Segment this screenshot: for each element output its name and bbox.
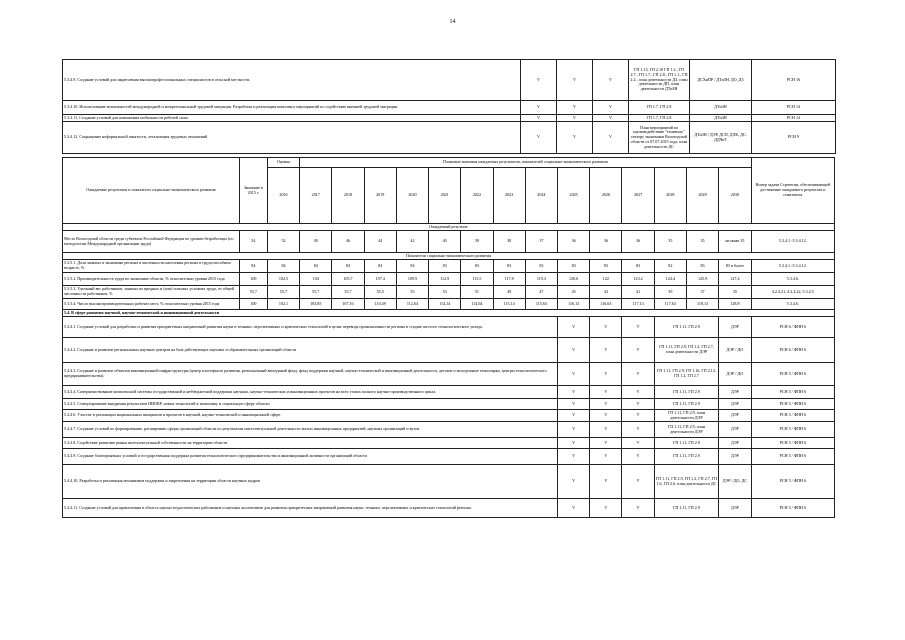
expected-result-ref: РСН 5 / ФПН 6 — [751, 422, 834, 438]
expected-result-ref: РСН 16 — [752, 60, 836, 101]
program-reference: ГП 1.13, ГП 2.10 ГП 1.2., ГП 2.7., ГП 1.7., ГП 2.8., ГП 1.1., ГП 2.2., план деятельности ДЗ, план деятельности ДП, план деятельности ДТиЗН — [629, 60, 690, 101]
indicator-task: 5.3.4.6. — [751, 299, 834, 310]
indicator-value: 83 — [686, 260, 718, 273]
indicator-value: 83 и более — [719, 260, 751, 273]
expected-result-value: не ниже 35 — [719, 231, 751, 253]
period-mark: V — [622, 410, 654, 422]
period-mark: V — [590, 499, 622, 518]
expected-result-ref: РСН 9 — [752, 122, 836, 154]
header-result-column: Ожидаемые результаты и показатели социально-экономического развития — [63, 158, 240, 224]
indicator-value: 105,7 — [332, 273, 364, 286]
program-reference: ГП 1.11, ГП 2.9 — [654, 449, 718, 465]
expected-result-value: 37 — [525, 231, 557, 253]
bottom-measure-row — [63, 465, 835, 499]
page-number: 14 — [449, 19, 456, 25]
program-reference: ГП 1.7, ГП 2.8 — [629, 101, 690, 115]
expected-result-value: 46 — [332, 231, 364, 253]
indicator-name: 5.3.5.4. Число высокопроизводительных рабочих мест, % относительно уровня 2015 года — [63, 299, 240, 310]
indicator-value: 127,4 — [719, 273, 751, 286]
executors: ДТиЗН — [690, 101, 752, 115]
indicator-value: 43 — [590, 286, 622, 299]
header-estimate: Оценка — [267, 158, 299, 168]
indicator-value: 117,63 — [654, 299, 686, 310]
indicator-value: 103,85 — [300, 299, 332, 310]
indicator-value: 102,1 — [267, 299, 299, 310]
bottom-measure-row — [63, 386, 835, 399]
period-mark: V — [590, 410, 622, 422]
indicators-label: Показатели социально-экономического развития — [63, 253, 835, 260]
program-reference: ГП 1.7, ГП 2.8 — [629, 115, 690, 122]
expected-result-value: 42 — [396, 231, 428, 253]
indicator-task: 4.2.4.21, 4.2.4.22, 5.3.4.5 — [751, 286, 834, 299]
period-mark: V — [622, 449, 654, 465]
measure-name: 5.4.4.3. Создание и развитие объектов инновационной инфраструктуры (центр кластерного развития, региональный венчурный фонд, фонд поддержки научной, научно-технической и инновационной деятельности, детские и молодежные технопарки, центры технологического предпринимательства). — [63, 363, 558, 386]
indicator-task: 5.3.4.1.-5.3.4.12. — [751, 260, 834, 273]
expected-result-value: 39 — [461, 231, 493, 253]
indicator-value: 35 — [719, 286, 751, 299]
indicator-value: 119,3 — [525, 273, 557, 286]
period-mark: V — [557, 60, 593, 101]
header-year: 2021 — [429, 168, 461, 224]
period-mark: V — [590, 438, 622, 449]
indicator-value: 109,9 — [396, 273, 428, 286]
expected-result-value: 35 — [654, 231, 686, 253]
period-mark: V — [557, 101, 593, 115]
bottom-measure-row — [63, 438, 835, 449]
indicator-row — [63, 299, 835, 310]
indicator-value: 84 — [396, 260, 428, 273]
header-year: 2022 — [461, 168, 493, 224]
header-year: 2016 — [267, 168, 299, 224]
indicator-value: 83 — [590, 260, 622, 273]
header-value-2015: Значение в 2015 г. — [239, 158, 267, 224]
expected-result-value: 52 — [267, 231, 299, 253]
expected-result-value: 36 — [622, 231, 654, 253]
header-year: 2018 — [332, 168, 364, 224]
executors: ДЭР / ДО — [719, 363, 751, 386]
indicator-value: 83 — [461, 260, 493, 273]
header-planned-values: Плановые значения ожидаемых результатов, показателей социально-экономического развития — [300, 158, 752, 168]
period-mark: V — [590, 399, 622, 410]
indicator-value: 120,6 — [558, 273, 590, 286]
top-measure-row — [63, 115, 836, 122]
period-mark: V — [521, 115, 557, 122]
indicator-value: 83 — [429, 260, 461, 273]
expected-result-value: 36 — [590, 231, 622, 253]
header-year: 2030 — [719, 168, 751, 224]
header-task-column: Номер задачи Стратегии, обеспечивающей достижение ожидаемого результата и показателя — [751, 158, 834, 224]
header-year: 2027 — [622, 168, 654, 224]
indicators-table — [62, 157, 835, 518]
program-reference: ГП 1.11, ГП 2.9, план деятельности ДЭР — [654, 410, 718, 422]
indicator-value: 51 — [461, 286, 493, 299]
period-mark: V — [622, 438, 654, 449]
indicator-row — [63, 260, 835, 273]
measure-name: 5.3.4.11. Создание условий для повышения мобильности рабочей силы — [63, 115, 521, 122]
period-mark: V — [622, 317, 654, 338]
expected-result-ref: РСН 5 / ФПН 6 — [751, 499, 834, 518]
indicator-value: 83 — [493, 260, 525, 273]
expected-result-ref: РСН 6 / ФПН 6 — [751, 338, 834, 363]
period-mark: V — [558, 410, 590, 422]
executors: ДЭР / ДО — [719, 338, 751, 363]
executors: ДЭР — [719, 410, 751, 422]
measure-name: 5.3.4.12. Сокращение неформальной занятости, легализация трудовых отношений — [63, 122, 521, 154]
indicator-value: 55 — [396, 286, 428, 299]
executors: ДЭР — [719, 449, 751, 465]
period-mark: V — [521, 122, 557, 154]
bottom-measure-row — [63, 410, 835, 422]
indicator-value: 84 — [267, 260, 299, 273]
bottom-measure-row — [63, 499, 835, 518]
period-mark: V — [622, 465, 654, 499]
bottom-measure-row — [63, 317, 835, 338]
indicator-value: 123,2 — [622, 273, 654, 286]
period-mark: V — [590, 386, 622, 399]
bottom-measure-row — [63, 399, 835, 410]
expected-result-ref: РСН 14 — [752, 115, 836, 122]
section-title: 5.4. В сфере развития научной, научно-технической и инновационной деятельности — [63, 310, 835, 317]
expected-result-value: 54 — [239, 231, 267, 253]
indicator-value: 114,64 — [461, 299, 493, 310]
period-mark: V — [622, 399, 654, 410]
period-mark: V — [593, 115, 629, 122]
indicator-task: 5.3.4.6. — [751, 273, 834, 286]
period-mark: V — [558, 449, 590, 465]
executors: ДЭР — [719, 386, 751, 399]
indicator-value: 55,7 — [267, 286, 299, 299]
program-reference: ГП 1.11, ГП 2.9 — [654, 499, 718, 518]
indicator-value: 55,5 — [364, 286, 396, 299]
period-mark: V — [593, 101, 629, 115]
indicator-value: 115,63 — [525, 299, 557, 310]
bottom-measure-row — [63, 338, 835, 363]
measure-name: 5.3.4.10. Использование возможностей международной и межрегиональной трудовой миграции. Разработка и реализация комплекса мероприятий по содействию внешней трудовой миграции. — [63, 101, 521, 115]
indicator-name: 5.3.5.1. Доля занятых в экономике региона в численности населения региона в трудоспособном возрасте, % — [63, 260, 240, 273]
period-mark: V — [590, 465, 622, 499]
period-mark: V — [590, 338, 622, 363]
indicator-value: 115,14 — [493, 299, 525, 310]
indicator-value: 112,64 — [396, 299, 428, 310]
expected-result-ref: РСН 14 — [752, 101, 836, 115]
indicator-value: 104 — [300, 273, 332, 286]
executors: ДЭР — [719, 422, 751, 438]
indicator-value: 45 — [558, 286, 590, 299]
indicator-value: 100 — [239, 299, 267, 310]
indicator-value: 84 — [300, 260, 332, 273]
period-mark: V — [593, 60, 629, 101]
measure-name: 5.4.4.1. Создание условий для разработки и развития приоритетных направлений развития науки и техники, перспективных и критических технологий в целях перевода промышленности региона в стадию шестого технологического уклада. — [63, 317, 558, 338]
header-year: 2026 — [590, 168, 622, 224]
indicator-value: 116,13 — [558, 299, 590, 310]
period-mark: V — [557, 115, 593, 122]
period-mark: V — [593, 122, 629, 154]
bottom-measure-row — [63, 422, 835, 438]
period-mark: V — [521, 101, 557, 115]
expected-result-value: 36 — [558, 231, 590, 253]
measure-name: 5.4.4.11. Создание условий для привлечения в область научно-педагогических работников и научных коллективов для развития приоритетных направлений развития науки, техники, перспективных и критических технологий региона. — [63, 499, 558, 518]
indicator-name: 5.3.5.3. Удельный вес работников, занятых во вредных и (или) опасных условиях труда, от общей численности работников, % — [63, 286, 240, 299]
period-mark: V — [558, 422, 590, 438]
indicator-value: 114,14 — [429, 299, 461, 310]
period-mark: V — [590, 363, 622, 386]
measure-name: 5.3.4.9. Создание условий для закрепления высокопрофессиональных специалистов в сельской местности. — [63, 60, 521, 101]
period-mark: V — [558, 499, 590, 518]
expected-result-label: Ожидаемый результат — [63, 224, 835, 231]
indicator-value: 128,8 — [719, 299, 751, 310]
measure-name: 5.4.4.8. Содействие развитию рынка интеллектуальной собственности на территории области — [63, 438, 558, 449]
executors: ДТиЗН — [690, 115, 752, 122]
indicator-value: 112,9 — [429, 273, 461, 286]
expected-result-ref: РСН 5 / ФПН 6 — [751, 399, 834, 410]
period-mark: V — [590, 317, 622, 338]
period-mark: V — [622, 422, 654, 438]
executors: ДСХиПР / ДТиЗН, ДО, ДЗ — [690, 60, 752, 101]
header-year: 2017 — [300, 168, 332, 224]
program-reference: ГП 1.11, ГП 2.9, ГП 1.2, ГП 2.7, ГП 1.6, ГП 2.6, план деятельности ДС — [654, 465, 718, 499]
indicator-value: 49 — [493, 286, 525, 299]
indicator-value: 84 — [239, 260, 267, 273]
executors: ДЭР — [719, 399, 751, 410]
indicator-value: 55,7 — [239, 286, 267, 299]
indicator-row — [63, 273, 835, 286]
expected-result-ref: РСН 5 / ФПН 6 — [751, 386, 834, 399]
measures-table-top — [62, 59, 836, 154]
period-mark: V — [558, 465, 590, 499]
period-mark: V — [622, 499, 654, 518]
header-year: 2029 — [686, 168, 718, 224]
period-mark: V — [558, 386, 590, 399]
indicator-value: 83 — [558, 260, 590, 273]
program-reference: ГП 1.11, ГП 2.9 — [654, 399, 718, 410]
indicator-value: 83 — [622, 260, 654, 273]
expected-result-ref: РСН 5 / ФПН 6 — [751, 410, 834, 422]
indicator-value: 102,5 — [267, 273, 299, 286]
indicator-value: 100 — [239, 273, 267, 286]
top-measure-row — [63, 122, 836, 154]
header-year: 2028 — [654, 168, 686, 224]
program-reference: План мероприятий по противодействию "теневому" сектору экономики Вологодской области от 07.07.2015 года, план деятельности ДС — [629, 122, 690, 154]
expected-result-name: Место Вологодской области среди субъектов Российской Федерации по уровню безработицы (по методологии Международной организации труда) — [63, 231, 240, 253]
period-mark: V — [558, 363, 590, 386]
executors: ДЭР — [719, 438, 751, 449]
period-mark: V — [590, 422, 622, 438]
period-mark: V — [558, 317, 590, 338]
expected-result-value: 49 — [300, 231, 332, 253]
indicator-value: 37 — [686, 286, 718, 299]
header-year: 2024 — [525, 168, 557, 224]
expected-result-ref: РСН 5 / ФПН 6 — [751, 363, 834, 386]
indicator-value: 118,13 — [686, 299, 718, 310]
period-mark: V — [622, 338, 654, 363]
top-measure-row — [63, 101, 836, 115]
indicator-value: 82 — [654, 260, 686, 273]
indicator-value: 110,49 — [364, 299, 396, 310]
header-year: 2023 — [493, 168, 525, 224]
measure-name: 5.4.4.10. Разработка и реализация механизмов поддержки и закрепления на территории области научных кадров — [63, 465, 558, 499]
period-mark: V — [558, 338, 590, 363]
period-mark: V — [622, 363, 654, 386]
indicator-value: 107,16 — [332, 299, 364, 310]
expected-result-value: 35 — [686, 231, 718, 253]
expected-result-value: 44 — [364, 231, 396, 253]
period-mark: V — [622, 386, 654, 399]
executors: ДЭР — [719, 499, 751, 518]
expected-result-ref: РСН 6 / ФПН 6 — [751, 317, 834, 338]
header-year: 2019 — [364, 168, 396, 224]
executors: ДЭР — [719, 317, 751, 338]
program-reference: ГП 1.11, ГП 2.9 — [654, 386, 718, 399]
expected-result-value: 38 — [493, 231, 525, 253]
period-mark: V — [557, 122, 593, 154]
expected-result-value: 40 — [429, 231, 461, 253]
measure-name: 5.4.4.6. Участие в реализации национальных инициатив и проектов в научной, научно-технической и инновационной сфере. — [63, 410, 558, 422]
bottom-measure-row — [63, 363, 835, 386]
program-reference: ГП 1.11, ГП 2.9, план деятельности ДЭР — [654, 422, 718, 438]
period-mark: V — [590, 449, 622, 465]
header-year: 2020 — [396, 168, 428, 224]
measure-name: 5.4.4.9. Создание благоприятных условий и государственная поддержка развития технологического предпринимательства и инновационной активности организаций области — [63, 449, 558, 465]
indicator-value: 122 — [590, 273, 622, 286]
program-reference: ГП 1.11, ГП 2.9, ГП 1.16, ГП 2.12, ГП 1.2, ГП 2.7 — [654, 363, 718, 386]
measure-name: 5.4.4.4. Совершенствование комплексной системы государственной и неббюджетной поддержки научных, научно-технических и инновационных проектов на всех этапах полного научно-производственного цикла. — [63, 386, 558, 399]
expected-result-task: 5.3.4.1.-5.3.4.12. — [751, 231, 834, 253]
indicator-value: 117,13 — [622, 299, 654, 310]
indicator-value: 115,5 — [461, 273, 493, 286]
measure-name: 5.4.4.5. Стимулирование внедрения результатов НИОКР, новых технологий в экономику и социальную сферу области — [63, 399, 558, 410]
program-reference: ГП 1.11, ГП 2.9, ГП 1.2, ГП 2.7, план деятельности ДЭР — [654, 338, 718, 363]
indicator-value: 39 — [654, 286, 686, 299]
top-measure-row — [63, 60, 836, 101]
indicator-value: 41 — [622, 286, 654, 299]
indicator-value: 84 — [364, 260, 396, 273]
indicator-value: 84 — [332, 260, 364, 273]
indicator-value: 55,7 — [332, 286, 364, 299]
expected-result-ref: РСН 5 / ФПН 6 — [751, 449, 834, 465]
indicator-name: 5.3.5.2. Производительность труда по экономике области, % относительно уровня 2015 года — [63, 273, 240, 286]
bottom-measure-row — [63, 449, 835, 465]
expected-result-ref: РСН 5 / ФПН 6 — [751, 465, 834, 499]
header-year: 2025 — [558, 168, 590, 224]
measure-name: 5.4.4.7. Создание условий по формированию, расширению сферы организаций области по результатам интеллектуальной деятельности малых инновационных предприятий, научных организаций и вузов. — [63, 422, 558, 438]
indicator-value: 107,4 — [364, 273, 396, 286]
indicator-value: 125,9 — [686, 273, 718, 286]
measure-name: 5.4.4.2. Создание и развитие региональных научных центров на базе действующих научных и образовательных организаций области — [63, 338, 558, 363]
period-mark: V — [558, 438, 590, 449]
indicator-value: 116,63 — [590, 299, 622, 310]
period-mark: V — [521, 60, 557, 101]
indicator-value: 117,8 — [493, 273, 525, 286]
executors: ДТиЗН / ДЭР, ДСП, ДЛК, ДС, ДДЧиТ — [690, 122, 752, 154]
indicator-value: 124,4 — [654, 273, 686, 286]
program-reference: ГП 1.11, ГП 2.9 — [654, 438, 718, 449]
indicator-value: 47 — [525, 286, 557, 299]
executors: ДЭР / ДО, ДС — [719, 465, 751, 499]
indicator-value: 83 — [525, 260, 557, 273]
expected-result-ref: РСН 5 / ФПН 6 — [751, 438, 834, 449]
indicator-row — [63, 286, 835, 299]
period-mark: V — [558, 399, 590, 410]
program-reference: ГП 1.11, ГП 2.9 — [654, 317, 718, 338]
indicator-value: 55,7 — [300, 286, 332, 299]
indicator-value: 53 — [429, 286, 461, 299]
